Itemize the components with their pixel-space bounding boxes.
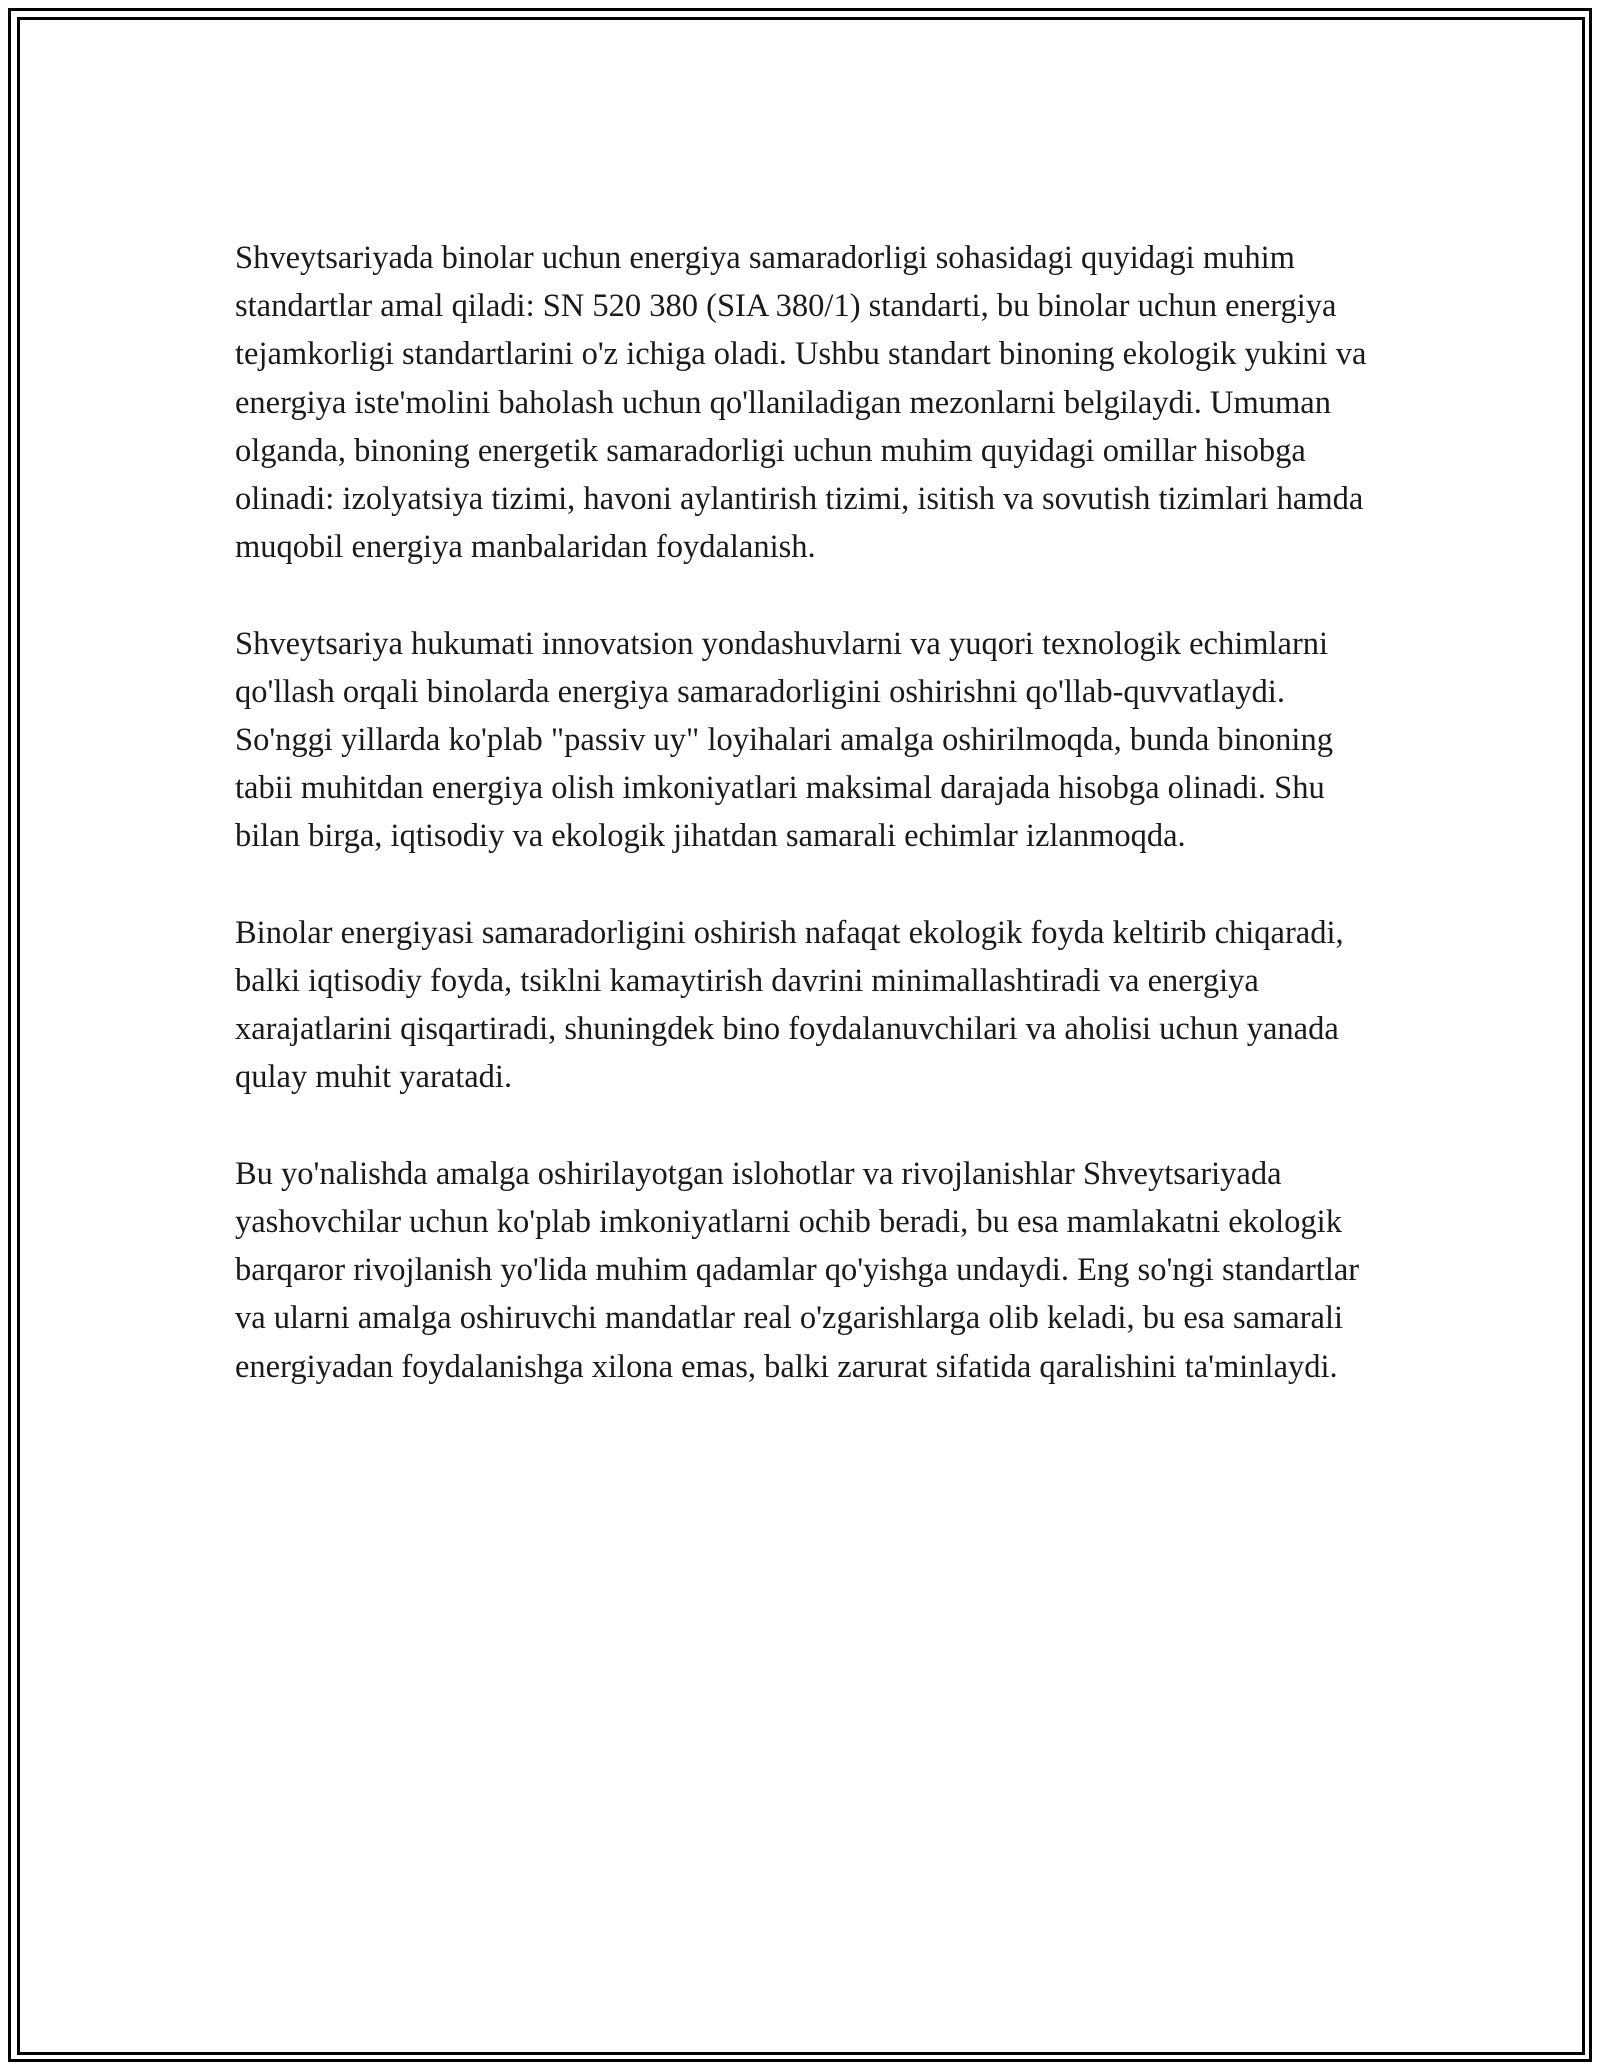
paragraph-4: Bu yo'nalishda amalga oshirilayotgan islohotlar va rivojlanishlar Shveytsariyada yashovchilar uchun ko'plab imkoniyatlarni ochib beradi, bu esa mamlakatni ekologik barqaror rivojlanish yo'lida muhim qadamlar qo'yishga undaydi. Eng so'ngi standartlar va ularni amalga oshiruvchi mandatlar real o'zgarishlarga olib keladi, bu esa samarali energiyadan foydalanishga xilona emas, balki zarurat sifatida qaralishini ta'minlaydi. — [235, 1155, 1360, 1385]
paragraph-1: Shveytsariyada binolar uchun energiya samaradorligi sohasidagi quyidagi muhim standartlar amal qiladi: SN 520 380 (SIA 380/1) standarti, bu binolar uchun energiya tejamkorligi standartlarini o'z ichiga oladi. Ushbu standart binoning ekologik yukini va energiya iste'molini baholash uchun qo'llaniladigan mezonlarni belgilaydi. Umuman olganda, binoning energetik samaradorligi uchun muhim quyidagi omillar hisobga olinadi: izolyatsiya tizimi, havoni aylantirish tizimi, isitish va sovutish tizimlari hamda muqobil energiya manbalaridan foydalanish. — [235, 240, 1367, 566]
paragraph-2: Shveytsariya hukumati innovatsion yondashuvlarni va yuqori texnologik echimlarni qo'llash orqali binolarda energiya samaradorligini oshirishni qo'llab-quvvatlaydi. So'nggi yillarda ko'plab "passiv uy" loyihalari amalga oshirilmoqda, bunda binoning tabii muhitdan energiya olish imkoniyatlari maksimal darajada hisobga olinadi. Shu bilan birga, iqtisodiy va ekologik jihatdan samarali echimlar izlanmoqda. — [235, 625, 1333, 855]
paragraph-3: Binolar energiyasi samaradorligini oshirish nafaqat ekologik foyda keltirib chiqaradi, balki iqtisodiy foyda, tsiklni kamaytirish davrini minimallashtiradi va energiya xarajatlarini qisqartiradi, shuningdek bino foydalanuvchilari va aholisi uchun yanada qulay muhit yaratadi. — [235, 914, 1344, 1096]
document-body — [235, 234, 1380, 1439]
